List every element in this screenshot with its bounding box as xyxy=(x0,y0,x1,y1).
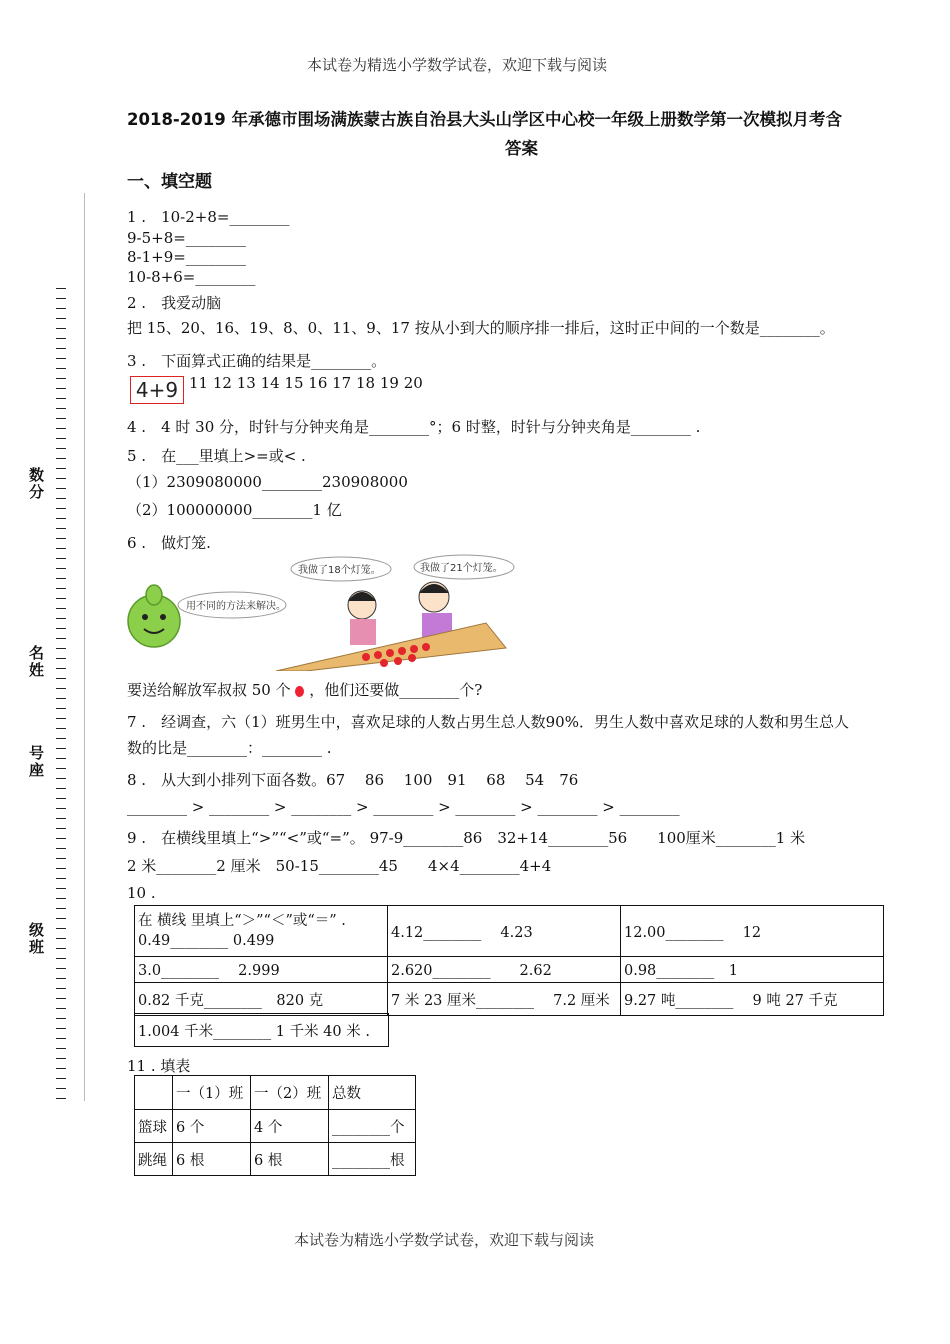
q3-options: 11 12 13 14 15 16 17 18 19 20 xyxy=(189,374,423,392)
q5-line2: （1）2309080000________230908000 xyxy=(127,473,408,491)
page-footer: 本试卷为精选小学数学试卷，欢迎下载与阅读 xyxy=(294,1231,595,1249)
q11-cell: 篮球 xyxy=(135,1110,173,1143)
q6-text-b: ，他们还要做________个? xyxy=(309,681,483,699)
q10-item: 0.82 千克________ 820 克 xyxy=(135,983,388,1016)
binding-dash xyxy=(56,338,66,339)
binding-dash xyxy=(56,288,66,289)
binding-dash xyxy=(56,778,66,779)
q7-line2: 数的比是________：________ . xyxy=(127,739,332,757)
q11-header-cell xyxy=(135,1076,173,1110)
binding-dash xyxy=(56,1088,66,1089)
q3-line1: 3 . 下面算式正确的结果是________。 xyxy=(127,352,387,370)
q1-line3: 8-1+9=________ xyxy=(127,248,246,266)
binding-dash xyxy=(56,918,66,919)
binding-dash xyxy=(56,928,66,929)
bubble-text-2: 我做了21个灯笼。 xyxy=(420,563,503,574)
q11-header-cell: 总数 xyxy=(329,1076,416,1110)
binding-dash xyxy=(56,738,66,739)
q3-expression-box: 4+9 xyxy=(130,376,184,404)
binding-dash xyxy=(56,318,66,319)
binding-dash xyxy=(56,678,66,679)
q5-line1: 5 . 在___里填上>=或< . xyxy=(127,447,306,465)
q6-line1: 6 . 做灯笼. xyxy=(127,534,211,552)
binding-dash xyxy=(56,828,66,829)
binding-dash xyxy=(56,528,66,529)
binding-dash xyxy=(56,578,66,579)
page-title-cont: 答案 xyxy=(505,139,538,158)
q9-line2: 2 米________2 厘米 50-15________45 4×4________4+4 xyxy=(127,857,552,875)
q11-header-cell: 一（1）班 xyxy=(173,1076,251,1110)
binding-dash xyxy=(56,368,66,369)
q9-line1: 9 . 在横线里填上“>”“<”或“=”。 97-9________86 32+14________56 100厘米________1 米 xyxy=(127,829,806,847)
binding-dash xyxy=(56,728,66,729)
q11-cell: 6 个 xyxy=(173,1110,251,1143)
q11-cell: ________个 xyxy=(329,1110,416,1143)
binding-dash xyxy=(56,888,66,889)
binding-dash xyxy=(56,498,66,499)
binding-dash xyxy=(56,518,66,519)
section-heading: 一、填空题 xyxy=(127,172,212,192)
q10-item: 3.0________ 2.999 xyxy=(135,957,388,983)
binding-dash xyxy=(56,358,66,359)
binding-dash xyxy=(56,348,66,349)
q11-cell: 6 根 xyxy=(173,1143,251,1176)
binding-dash xyxy=(56,798,66,799)
binding-dash xyxy=(56,1028,66,1029)
binding-dash xyxy=(56,748,66,749)
binding-dash xyxy=(56,1078,66,1079)
binding-dash xyxy=(56,448,66,449)
q5-line3: （2）100000000________1 亿 xyxy=(127,501,342,519)
q10-item: 0.98________ 1 xyxy=(621,957,884,983)
binding-dash xyxy=(56,568,66,569)
binding-dash xyxy=(56,548,66,549)
q11-cell: ________根 xyxy=(329,1143,416,1176)
q11-cell: 跳绳 xyxy=(135,1143,173,1176)
binding-dash xyxy=(56,1038,66,1039)
binding-dash xyxy=(56,1098,66,1099)
q1-line4: 10-8+6=________ xyxy=(127,268,256,286)
q11-header-cell: 一（2）班 xyxy=(251,1076,329,1110)
lantern-illustration xyxy=(126,553,516,671)
q8-line2: ________ > ________ > ________ > ________ > ________ > ________ > ________ xyxy=(127,798,680,816)
binding-dash xyxy=(56,328,66,329)
binding-line xyxy=(84,193,85,1101)
binding-dash xyxy=(56,478,66,479)
q10-item: 4.12________ 4.23 xyxy=(388,906,621,957)
binding-dash xyxy=(56,598,66,599)
binding-dash xyxy=(56,1058,66,1059)
q10-item: 9.27 吨________ 9 吨 27 千克 xyxy=(621,983,884,1016)
q10-item: 0.49________ 0.499 xyxy=(138,933,275,949)
binding-dash xyxy=(56,658,66,659)
binding-dash xyxy=(56,878,66,879)
binding-dash xyxy=(56,488,66,489)
q1-line1: 1 . 10-2+8=________ xyxy=(127,208,290,226)
binding-dash xyxy=(56,388,66,389)
binding-dash xyxy=(56,968,66,969)
q10-label: 10 . xyxy=(127,884,156,902)
binding-dash xyxy=(56,988,66,989)
binding-dash xyxy=(56,688,66,689)
binding-dash xyxy=(56,1068,66,1069)
binding-dash xyxy=(56,908,66,909)
binding-dash xyxy=(56,768,66,769)
binding-dash xyxy=(56,898,66,899)
binding-dash xyxy=(56,868,66,869)
binding-dash xyxy=(56,468,66,469)
lantern-icon xyxy=(295,686,304,697)
binding-dash xyxy=(56,618,66,619)
binding-dash xyxy=(56,818,66,819)
q7-line1: 7 . 经调查，六（1）班男生中，喜欢足球的人数占男生总人数90%．男生人数中喜欢足球的人数和男生总人 xyxy=(127,713,849,731)
score-label: 数分 xyxy=(27,467,45,501)
binding-dash xyxy=(56,1048,66,1049)
q4-line: 4 . 4 时 30 分，时针与分钟夹角是________°；6 时整，时针与分钟夹角是________ . xyxy=(127,418,701,436)
binding-dash xyxy=(56,998,66,999)
binding-dash xyxy=(56,838,66,839)
binding-dash xyxy=(56,948,66,949)
binding-dash xyxy=(56,698,66,699)
q10-table xyxy=(134,905,884,1016)
q11-cell: 6 根 xyxy=(251,1143,329,1176)
binding-dash xyxy=(56,308,66,309)
bubble-text-3: 用不同的方法来解决。 xyxy=(186,601,286,612)
binding-dash xyxy=(56,458,66,459)
binding-dash xyxy=(56,718,66,719)
seat-label: 号座 xyxy=(27,745,45,779)
binding-dash xyxy=(56,708,66,709)
binding-dash xyxy=(56,1018,66,1019)
binding-dash xyxy=(56,298,66,299)
binding-dash xyxy=(56,428,66,429)
binding-dash xyxy=(56,408,66,409)
binding-dash xyxy=(56,538,66,539)
q10-item: 7 米 23 厘米________ 7.2 厘米 xyxy=(388,983,621,1016)
binding-dash xyxy=(56,938,66,939)
binding-dash xyxy=(56,638,66,639)
q2-line2: 把 15、20、16、19、8、0、11、9、17 按从小到大的顺序排一排后，这时正中间的一个数是________。 xyxy=(127,319,835,337)
q6-text-a: 要送给解放军叔叔 50 个 xyxy=(127,681,291,699)
binding-dash xyxy=(56,668,66,669)
binding-dash xyxy=(56,758,66,759)
page-header: 本试卷为精选小学数学试卷，欢迎下载与阅读 xyxy=(307,56,608,74)
q10-instruction: 在 横线 里填上“＞”“＜”或“＝” . xyxy=(138,913,346,929)
q1-line2: 9-5+8=________ xyxy=(127,229,246,247)
binding-dash xyxy=(56,808,66,809)
q2-line1: 2 . 我爱动脑 xyxy=(127,294,222,312)
binding-dash xyxy=(56,978,66,979)
q10-item: 1.004 千米________ 1 千米 40 米 . xyxy=(135,1014,389,1047)
class-label: 级班 xyxy=(27,922,45,956)
binding-dash xyxy=(56,398,66,399)
q10-cell xyxy=(135,906,388,957)
name-label: 名姓 xyxy=(27,645,45,679)
binding-dash xyxy=(56,438,66,439)
binding-dash xyxy=(56,858,66,859)
binding-dash xyxy=(56,848,66,849)
binding-dash xyxy=(56,588,66,589)
q8-line1: 8 . 从大到小排列下面各数。67 86 100 91 68 54 76 xyxy=(127,771,579,789)
q11-label: 11 . 填表 xyxy=(127,1057,191,1075)
q10-table-last-row xyxy=(134,1013,389,1047)
binding-dash xyxy=(56,508,66,509)
bubble-text-1: 我做了18个灯笼。 xyxy=(298,565,381,576)
binding-dash xyxy=(56,558,66,559)
binding-dash xyxy=(56,418,66,419)
page-title: 2018-2019 年承德市围场满族蒙古族自治县大头山学区中心校一年级上册数学第一次模拟月考含 xyxy=(127,110,842,129)
binding-dash xyxy=(56,628,66,629)
binding-dash xyxy=(56,608,66,609)
q11-cell: 4 个 xyxy=(251,1110,329,1143)
q11-table xyxy=(134,1075,416,1176)
q6-line2 xyxy=(127,679,482,700)
binding-dash xyxy=(56,958,66,959)
binding-dash xyxy=(56,788,66,789)
q10-item: 12.00________ 12 xyxy=(621,906,884,957)
binding-dash xyxy=(56,648,66,649)
q10-item: 2.620________ 2.62 xyxy=(388,957,621,983)
binding-dash xyxy=(56,1008,66,1009)
binding-dash xyxy=(56,378,66,379)
